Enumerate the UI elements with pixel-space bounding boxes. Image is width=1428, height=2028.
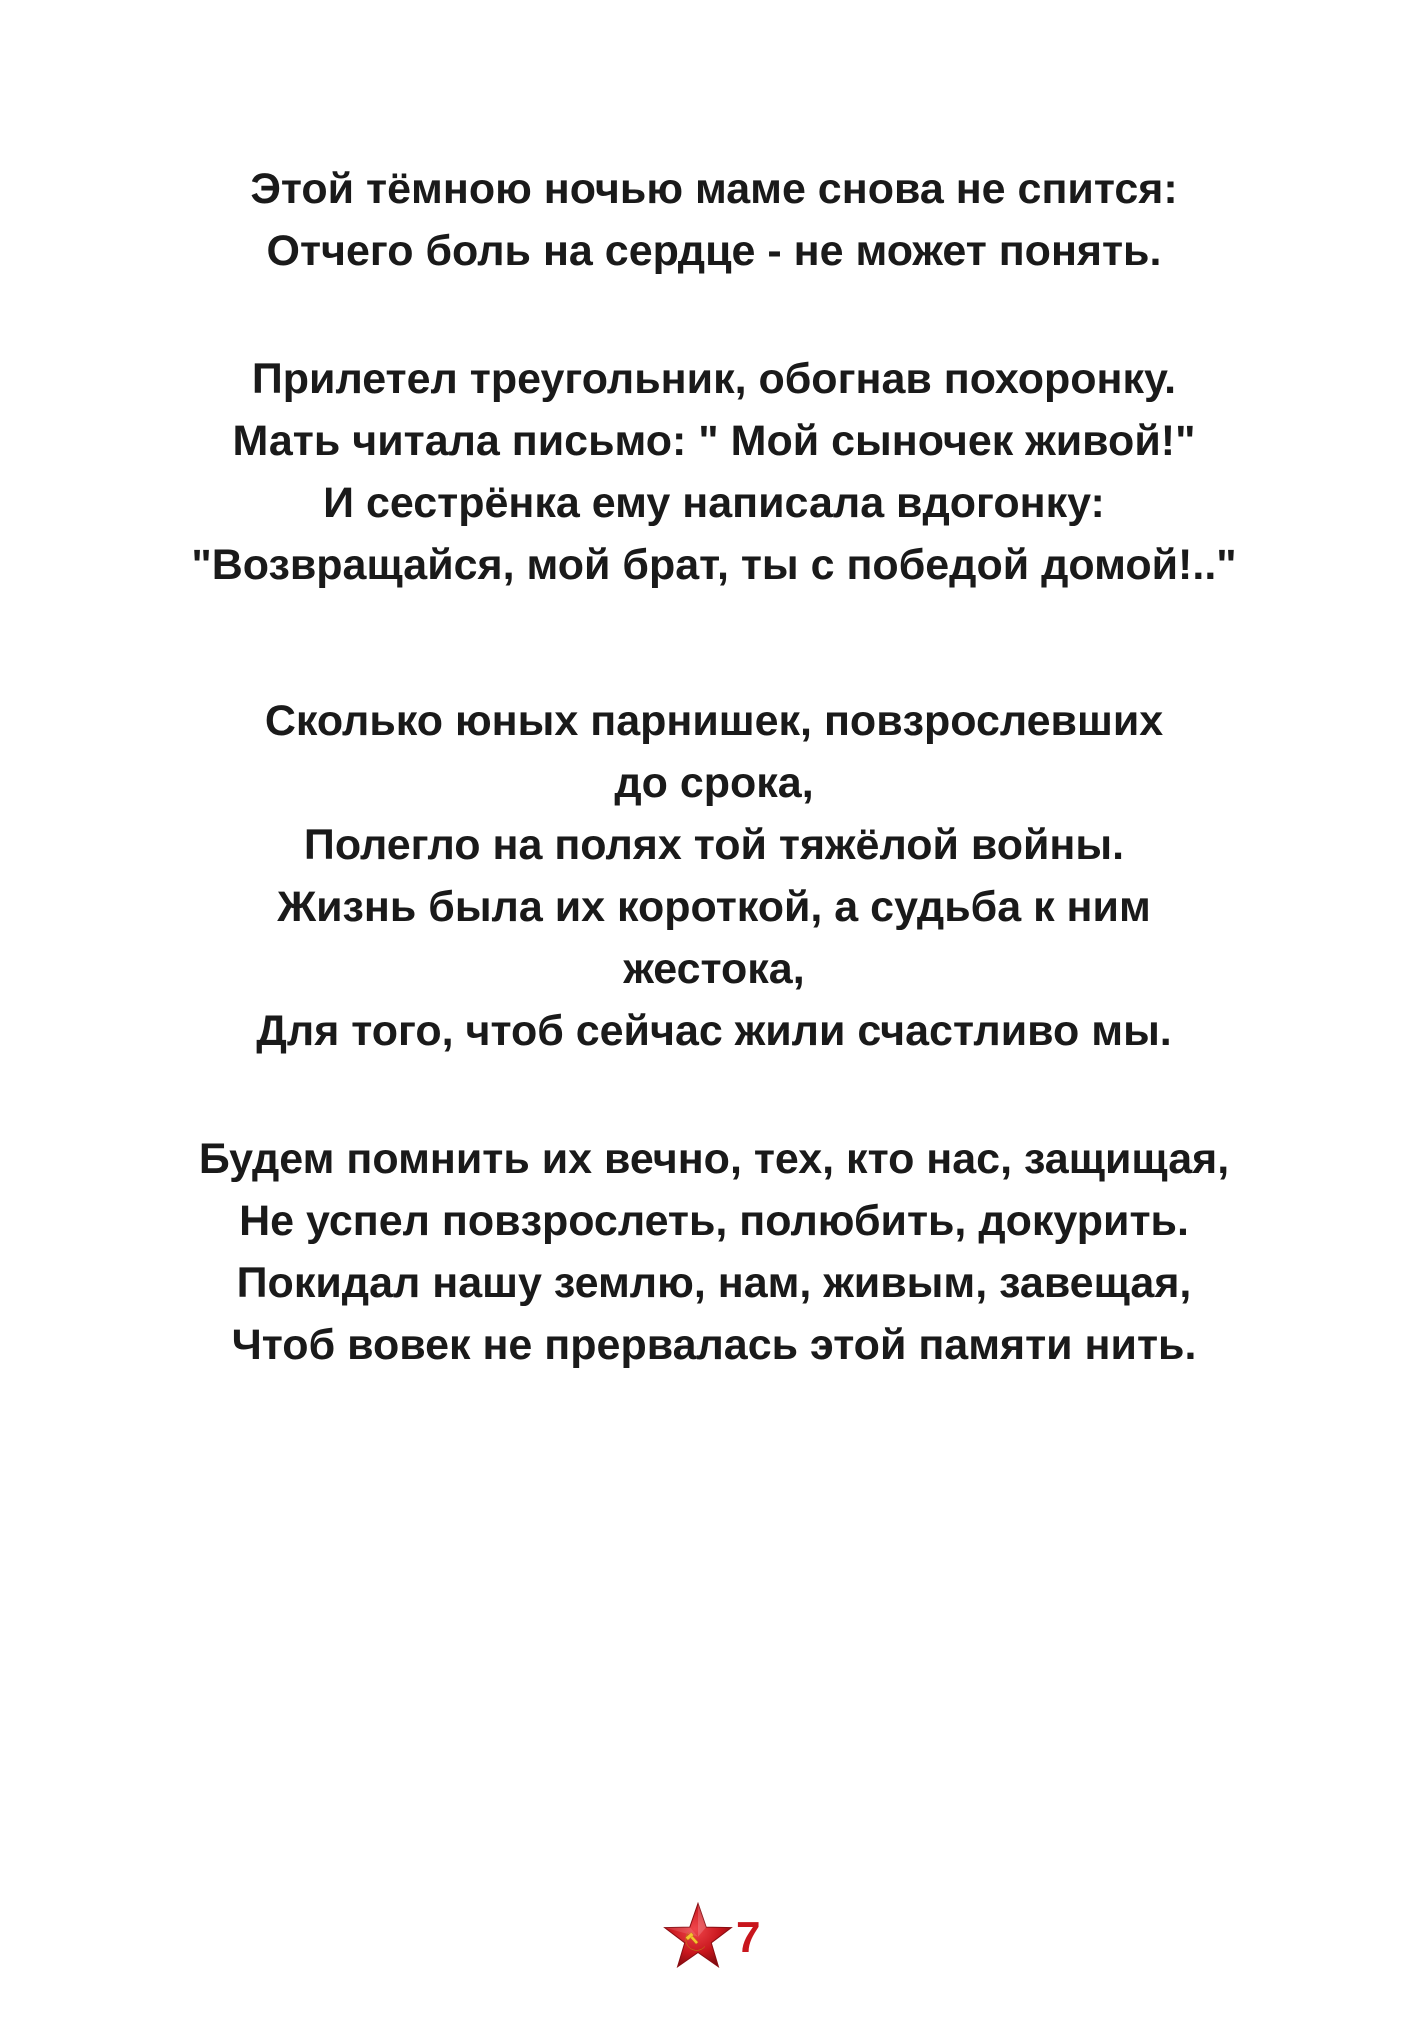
page-footer: [0, 1902, 1428, 1972]
poem-line: жестока,: [623, 945, 805, 993]
stanza-divider: [0, 596, 1428, 690]
stanza-1: [0, 158, 1428, 282]
poem-line: Прилетел треугольник, обогнав похоронку.: [251, 355, 1177, 403]
poem-line: Не успел повзрослеть, полюбить, докурить.: [239, 1197, 1189, 1245]
poem-line: Для того, чтоб сейчас жили счастливо мы.: [256, 1007, 1172, 1055]
stanza-divider: [0, 1062, 1428, 1128]
poem-line: И сестрёнка ему написала вдогонку:: [323, 479, 1105, 527]
poem-line: Чтоб вовек не прервалась этой памяти нить.: [231, 1321, 1197, 1369]
poem-line: Этой тёмною ночью маме снова не спится:: [250, 165, 1178, 213]
poem-line: до срока,: [614, 759, 814, 807]
stanza-4: [0, 1128, 1428, 1376]
poem-line: Жизнь была их короткой, а судьба к ним: [277, 883, 1151, 931]
poem-line: Покидал нашу землю, нам, живым, завещая,: [236, 1259, 1192, 1307]
page-number: 7: [736, 1913, 761, 1962]
poem-line: Сколько юных парнишек, повзрослевших: [264, 697, 1164, 745]
red-star-hammer-sickle-icon: [663, 1902, 733, 1968]
poem-line: Полегло на полях той тяжёлой войны.: [303, 821, 1125, 869]
stanza-divider: [0, 282, 1428, 348]
poem: [0, 158, 1428, 1376]
poem-line: Мать читала письмо: " Мой сыночек живой!": [232, 417, 1196, 465]
stanza-2: [0, 348, 1428, 596]
poem-line: "Возвращайся, мой брат, ты с победой домой!..": [191, 541, 1237, 589]
poem-line: Отчего боль на сердце - не может понять.: [266, 227, 1162, 275]
poem-line: Будем помнить их вечно, тех, кто нас, защищая,: [198, 1135, 1230, 1183]
stanza-3: [0, 690, 1428, 1062]
